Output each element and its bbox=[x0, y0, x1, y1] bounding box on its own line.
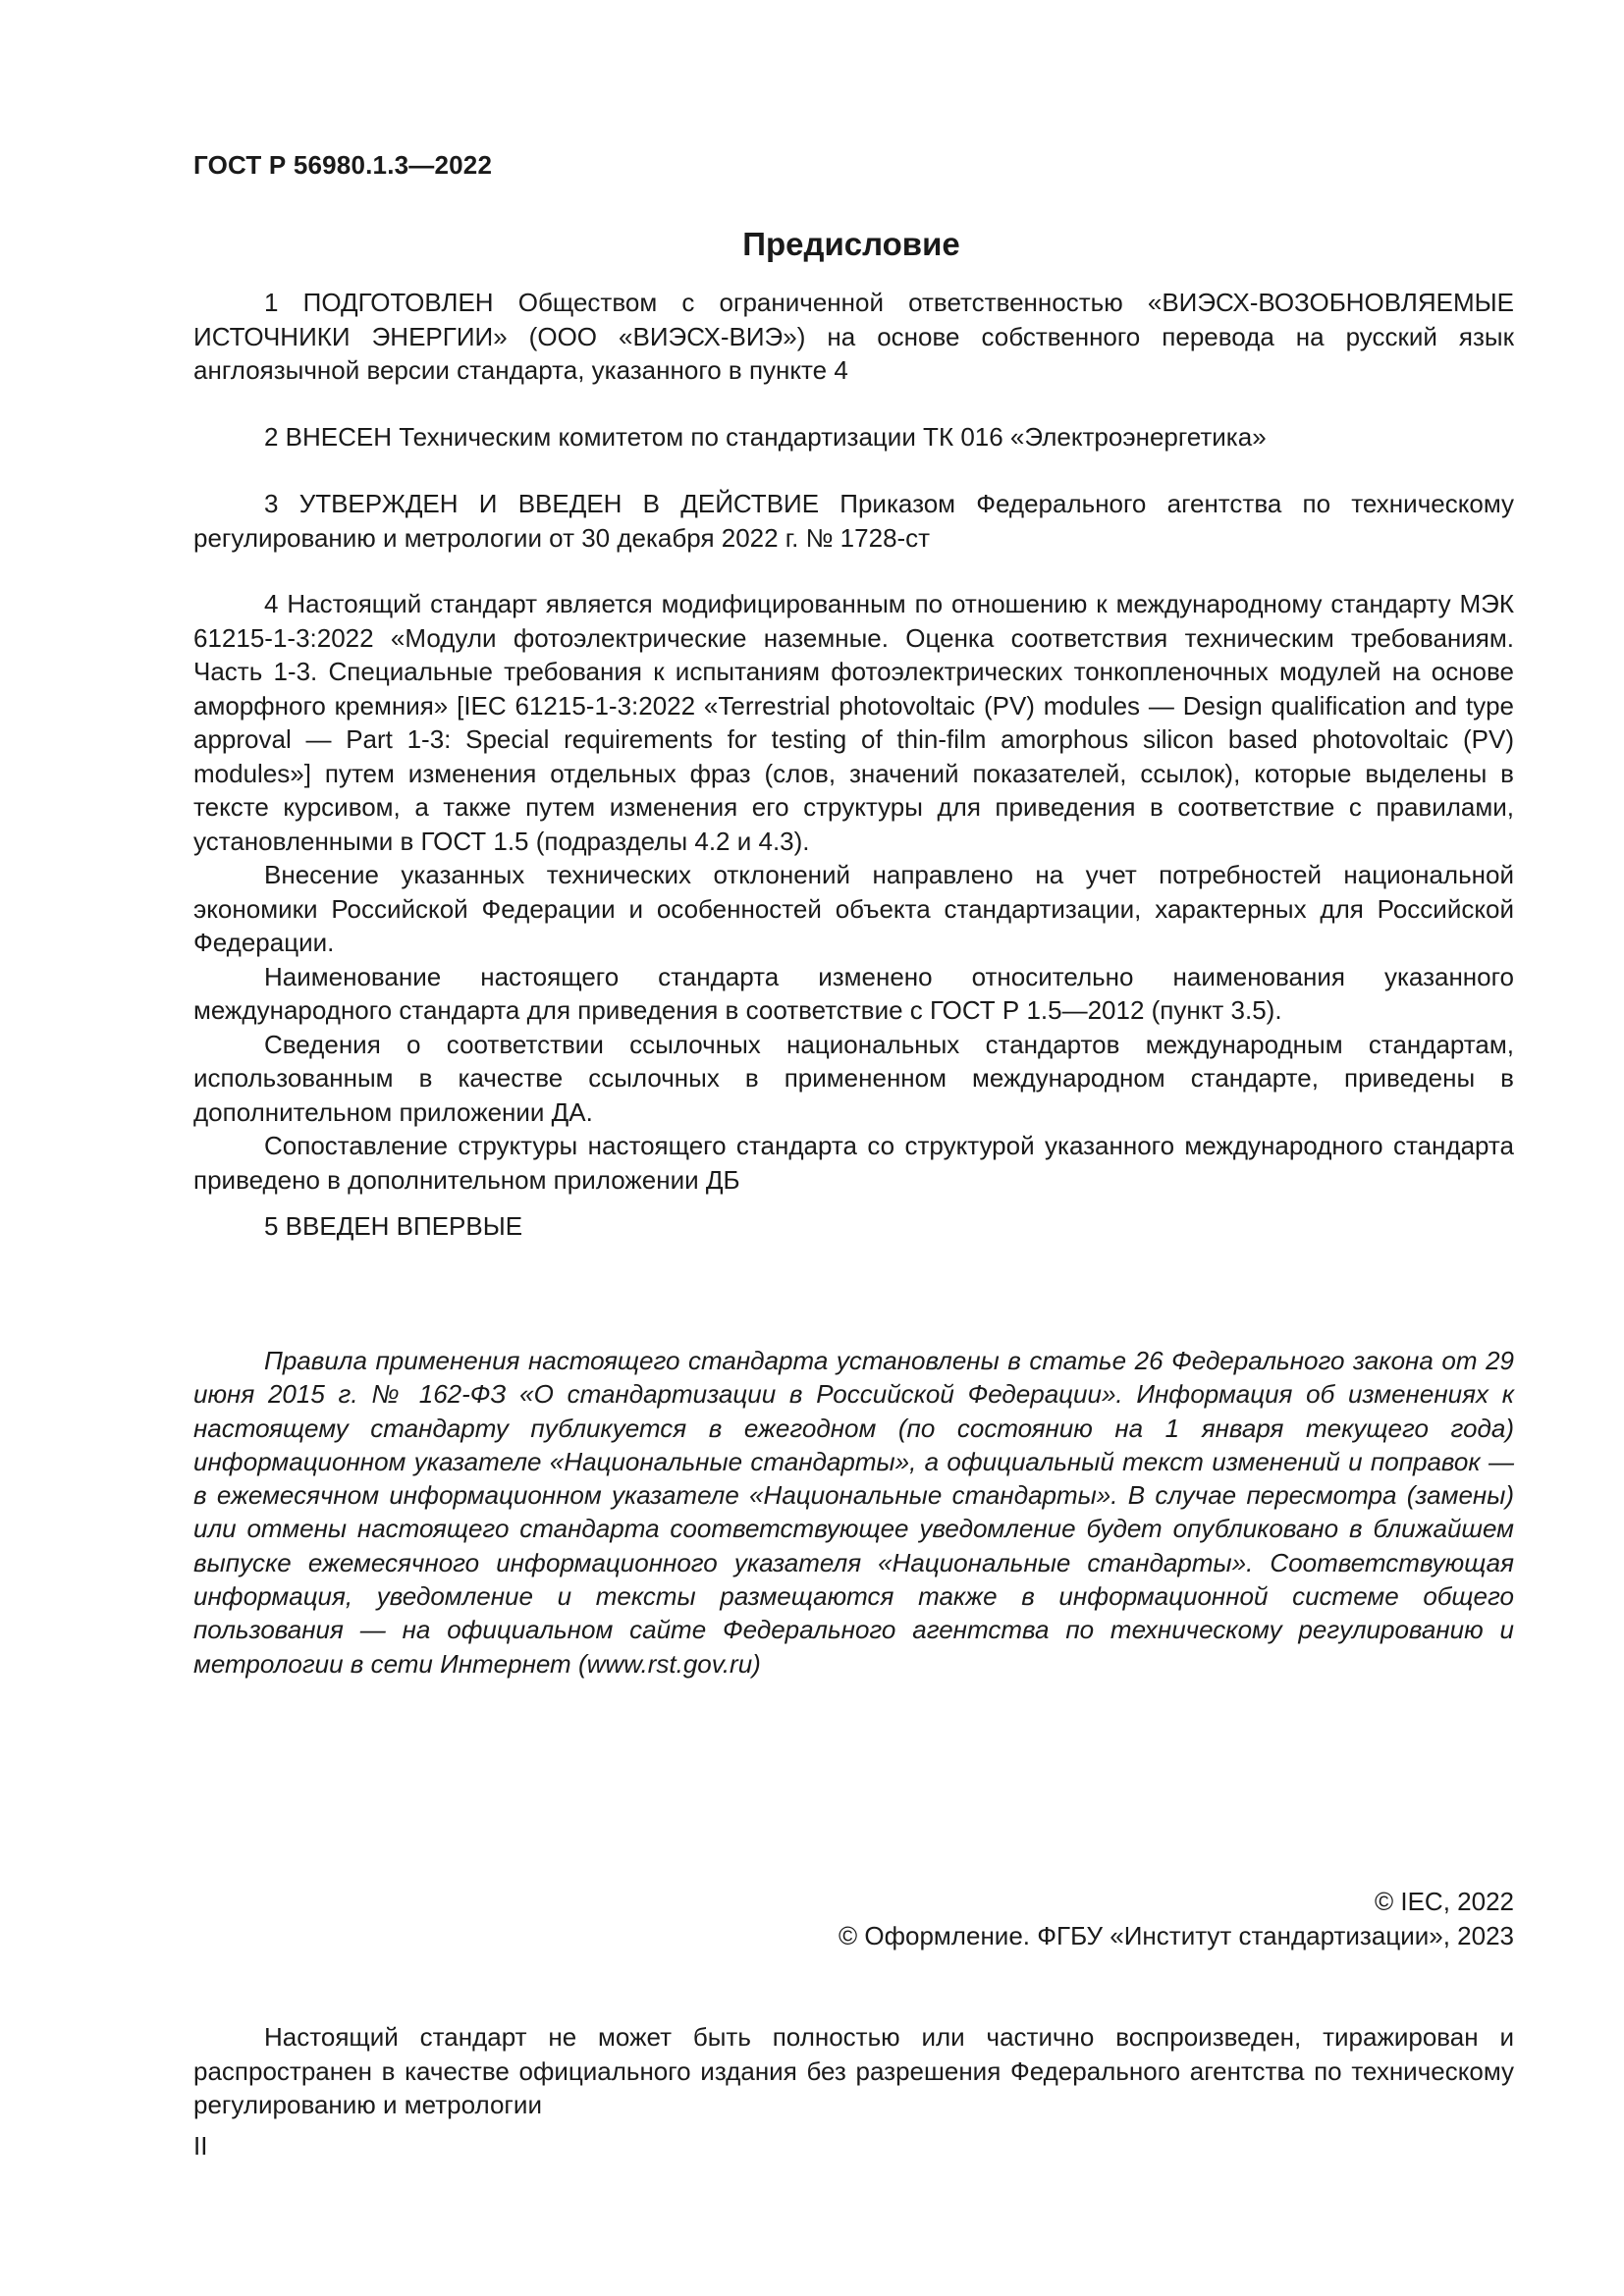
rules-notice-text: Правила применения настоящего стандарта установлены в статье 26 Федерального закона от 29 июня 2015 г. № 162-ФЗ «О стандартизации в Российской Федерации». Информация об изменениях к настоящему стандарту публикуется в ежегодном (по состоянию на 1 января текущего года) информационном указателе «Национальные стандарты», а официальный текст изменений и поправок — в ежемесячном информационном указателе «Национальные стандарты». В случае пересмотра (замены) или отмены настоящего стандарта соответствующее уведомление будет опубликовано в ближайшем выпуске ежемесячного информационного указателя «Национальные стандарты». Соответствующая информация, уведомление и тексты размещаются также в информационной системе общего пользования — на официальном сайте Федерального агентства по техническому регулированию и метрологии в сети Интернет (www.rst.gov.ru) bbox=[193, 1346, 1514, 1679]
section-2 bbox=[193, 420, 1514, 454]
copyright-iec: © IEC, 2022 bbox=[1374, 1887, 1514, 1916]
section-3-text: 3 УТВЕРЖДЕН И ВВЕДЕН В ДЕЙСТВИЕ Приказом Федерального агентства по техническому регулированию и метрологии от 30 декабря 2022 г. № 1728-ст bbox=[193, 489, 1514, 553]
section-2-text: 2 ВНЕСЕН Техническим комитетом по стандартизации ТК 016 «Электроэнергетика» bbox=[264, 422, 1267, 452]
section-1-text: 1 ПОДГОТОВЛЕН Обществом с ограниченной ответственностью «ВИЭСХ-ВОЗОБНОВЛЯЕМЫЕ ИСТОЧНИКИ ЭНЕРГИИ» (ООО «ВИЭСХ-ВИЭ») на основе собственного перевода на русский язык англоязычной версии стандарта, указанного в пункте 4 bbox=[193, 288, 1514, 385]
copyright-design: © Оформление. ФГБУ «Институт стандартизации», 2023 bbox=[839, 1920, 1514, 1950]
rules-notice bbox=[193, 1344, 1514, 1681]
copyright-block bbox=[839, 1885, 1514, 1952]
document-code: ГОСТ Р 56980.1.3—2022 bbox=[193, 150, 493, 180]
section-4-paragraph-1: 4 Настоящий стандарт является модифицированным по отношению к международному стандарту МЭК 61215-1-3:2022 «Модули фотоэлектрические наземные. Оценка соответствия техническим требованиям. Часть 1-3. Специальные требования к испытаниям фотоэлектрических тонкопленочных модулей на основе аморфного кремния» [IEC 61215-1-3:2022 «Terrestrial photovoltaic (PV) modules — Design qualification and type approval — Part 1-3: Special requirements for testing of thin-film amorphous silicon based photovoltaic (PV) modules»] путем изменения отдельных фраз (слов, значений показателей, ссылок), которые выделены в тексте курсивом, а также путем изменения его структуры для приведения в соответствие с правилами, установленными в ГОСТ 1.5 (подразделы 4.2 и 4.3). bbox=[193, 589, 1514, 856]
section-5 bbox=[193, 1209, 1514, 1244]
page-title: Предисловие bbox=[742, 226, 960, 262]
section-3 bbox=[193, 487, 1514, 555]
section-4-paragraph-3: Наименование настоящего стандарта изменено относительно наименования указанного международного стандарта для приведения в соответствие с ГОСТ Р 1.5—2012 (пункт 3.5). bbox=[193, 961, 1514, 1025]
section-1 bbox=[193, 286, 1514, 388]
section-4-paragraph-2: Внесение указанных технических отклонений направлено на учет потребностей национальной экономики Российской Федерации и особенностей объекта стандартизации, характерных для Российской Федерации. bbox=[193, 860, 1514, 957]
section-4-paragraph-5: Сопоставление структуры настоящего стандарта со структурой указанного международного стандарта приведено в дополнительном приложении ДБ bbox=[193, 1131, 1514, 1195]
section-4 bbox=[193, 587, 1514, 1197]
section-5-text: 5 ВВЕДЕН ВПЕРВЫЕ bbox=[264, 1211, 523, 1241]
page-number: II bbox=[193, 2131, 208, 2161]
reproduction-notice bbox=[193, 2020, 1514, 2122]
reproduction-notice-text: Настоящий стандарт не может быть полностью или частично воспроизведен, тиражирован и распространен в качестве официального издания без разрешения Федерального агентства по техническому регулированию и метрологии bbox=[193, 2022, 1514, 2119]
section-4-paragraph-4: Сведения о соответствии ссылочных национальных стандартов международным стандартам, использованным в качестве ссылочных в примененном международном стандарте, приведены в дополнительном приложении ДА. bbox=[193, 1029, 1514, 1127]
